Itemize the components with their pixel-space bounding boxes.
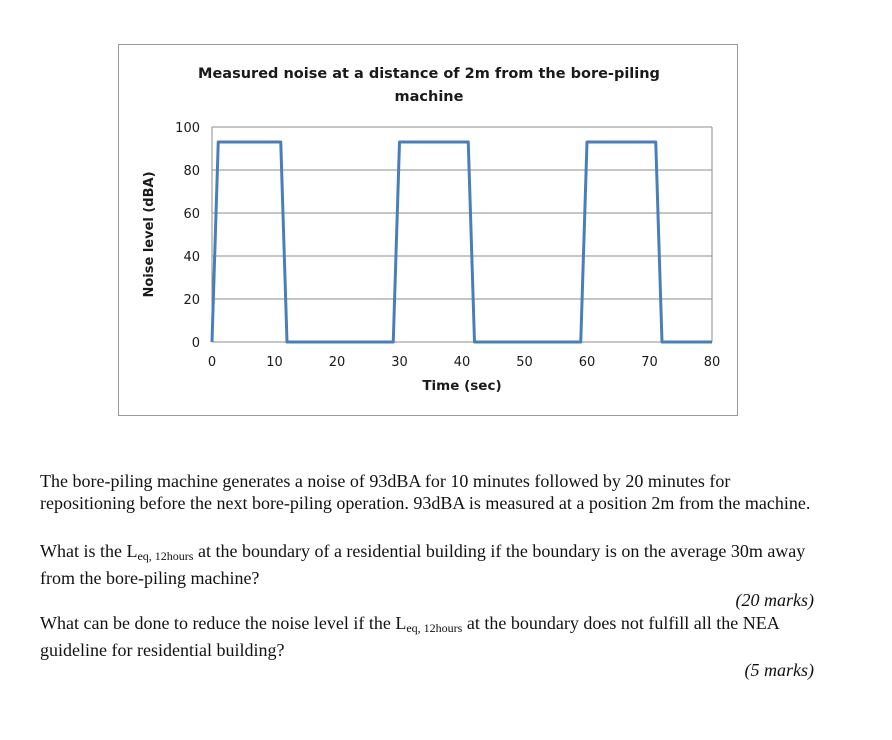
- q2-text-pre: What is the L: [40, 541, 138, 561]
- q3-text-post: at the boundary does not fulfill all the NEA guideline for residential building?: [40, 613, 779, 660]
- q2-subscript: eq, 12hours: [137, 549, 194, 563]
- q2-text-post: at the boundary of a residential building if the boundary is on the average 30m away from the bore-piling machine?: [40, 541, 806, 588]
- x-tick-label: 50: [516, 355, 533, 370]
- series-line-noise-level: [212, 142, 712, 342]
- y-tick-label: 20: [183, 293, 200, 308]
- question-paragraph-2: [40, 540, 820, 589]
- x-tick-label: 60: [578, 355, 596, 370]
- x-axis-title: Time (sec): [422, 378, 502, 394]
- x-tick-label: 10: [266, 355, 283, 370]
- marks-label-2: (5 marks): [744, 660, 814, 680]
- y-axis-title: Noise level (dBA): [142, 171, 157, 298]
- y-tick-label: 0: [191, 336, 200, 351]
- y-tick-label: 60: [183, 207, 200, 222]
- x-tick-label: 80: [703, 355, 721, 370]
- y-tick-label: 40: [183, 250, 200, 265]
- q3-subscript: eq, 12hours: [406, 621, 463, 635]
- chart-svg: [119, 45, 739, 417]
- y-tick-label: 80: [183, 164, 200, 179]
- y-tick-label: 100: [175, 121, 200, 136]
- x-tick-label: 0: [207, 355, 217, 370]
- marks-label-1: (20 marks): [735, 590, 814, 610]
- q3-text-pre: What can be done to reduce the noise level if the L: [40, 613, 407, 633]
- x-tick-label: 20: [328, 355, 346, 370]
- question-paragraph-3: [40, 612, 820, 661]
- chart-title: Measured noise at a distance of 2m from the bore-piling machine: [198, 66, 660, 105]
- chart-container: [118, 44, 738, 416]
- x-tick-label: 30: [391, 355, 408, 370]
- x-tick-label: 40: [453, 355, 471, 370]
- question-paragraph-1: The bore-piling machine generates a noise of 93dBA for 10 minutes followed by 20 minutes for repositioning before the next bore-piling operation. 93dBA is measured at a position 2m from the machine.: [40, 471, 811, 513]
- x-tick-label: 70: [641, 355, 658, 370]
